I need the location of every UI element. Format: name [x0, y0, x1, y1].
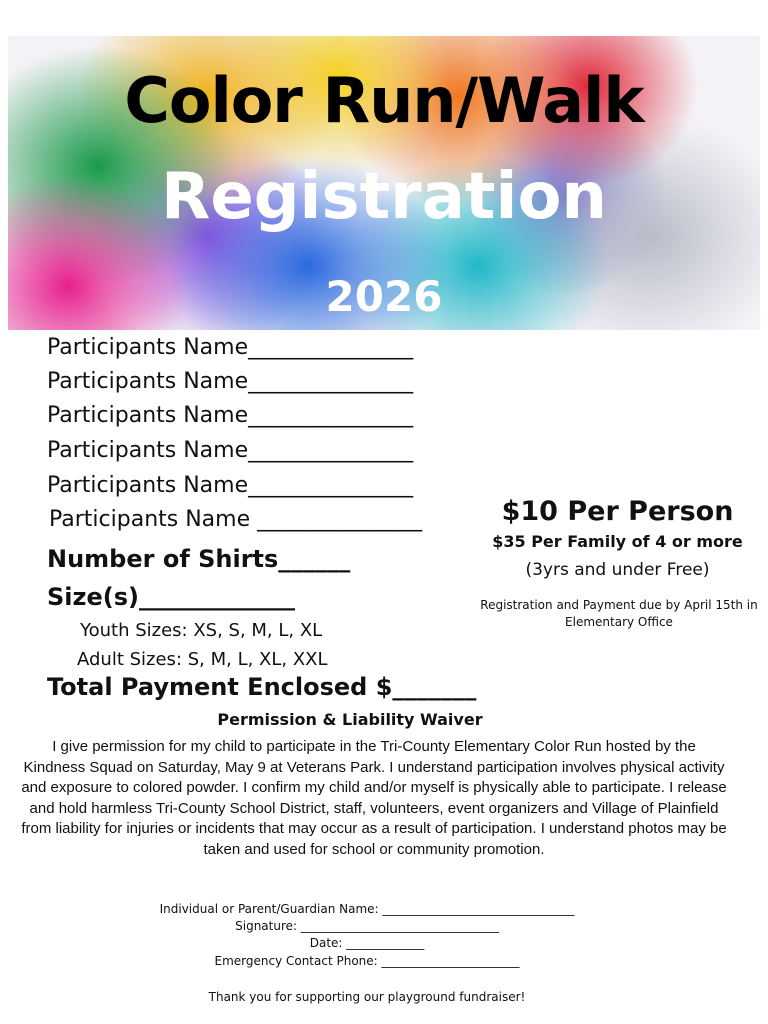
total-payment-field[interactable]: Total Payment Enclosed $_______ — [47, 673, 477, 701]
participant-name-field[interactable]: Participants Name_______________ — [47, 438, 414, 463]
guardian-name-field[interactable]: Individual or Parent/Guardian Name: ________________________________ — [159, 902, 575, 916]
thank-you-note: Thank you for supporting our playground fundraiser! — [208, 990, 526, 1004]
title-line2: Registration — [161, 160, 607, 234]
due-date-note: Registration and Payment due by April 15th in Elementary Office — [480, 598, 758, 629]
price-family: $35 Per Family of 4 or more — [492, 532, 743, 551]
date-field[interactable]: Date: _____________ — [309, 936, 425, 950]
waiver-title: Permission & Liability Waiver — [217, 710, 483, 729]
participant-name-field[interactable]: Participants Name_______________ — [47, 403, 414, 428]
participant-name-field[interactable]: Participants Name _______________ — [49, 507, 423, 532]
signature-field[interactable]: Signature: _________________________________ — [235, 919, 499, 933]
waiver-text: I give permission for my child to participate in the Tri-County Elementary Color Run hosted by the Kindness Squad on Saturday, May 9 at Veterans Park. I understand participation involves physical activity and exposure to colored powder. I confirm my child and/or myself is physically able to participate. I release and hold harmless Tri-County School District, staff, volunteers, event organizers and Village of Plainfield from liability for injuries or incidents that may occur as a result of participation. I understand photos may be taken and used for school or community promotion. — [21, 738, 727, 858]
title-line1: Color Run/Walk — [124, 64, 644, 137]
participant-name-field[interactable]: Participants Name_______________ — [47, 335, 414, 360]
price-per-person: $10 Per Person — [501, 496, 734, 527]
number-of-shirts-field[interactable]: Number of Shirts______ — [47, 545, 351, 573]
youth-sizes: Youth Sizes: XS, S, M, L, XL — [80, 620, 323, 641]
sizes-field[interactable]: Size(s)_____________ — [47, 583, 295, 611]
free-under-3: (3yrs and under Free) — [525, 560, 710, 580]
adult-sizes: Adult Sizes: S, M, L, XL, XXL — [77, 649, 328, 670]
participant-name-field[interactable]: Participants Name_______________ — [47, 473, 414, 498]
emergency-phone-field[interactable]: Emergency Contact Phone: _______________________ — [214, 954, 520, 968]
year: 2026 — [325, 272, 443, 321]
participant-name-field[interactable]: Participants Name_______________ — [47, 369, 414, 394]
